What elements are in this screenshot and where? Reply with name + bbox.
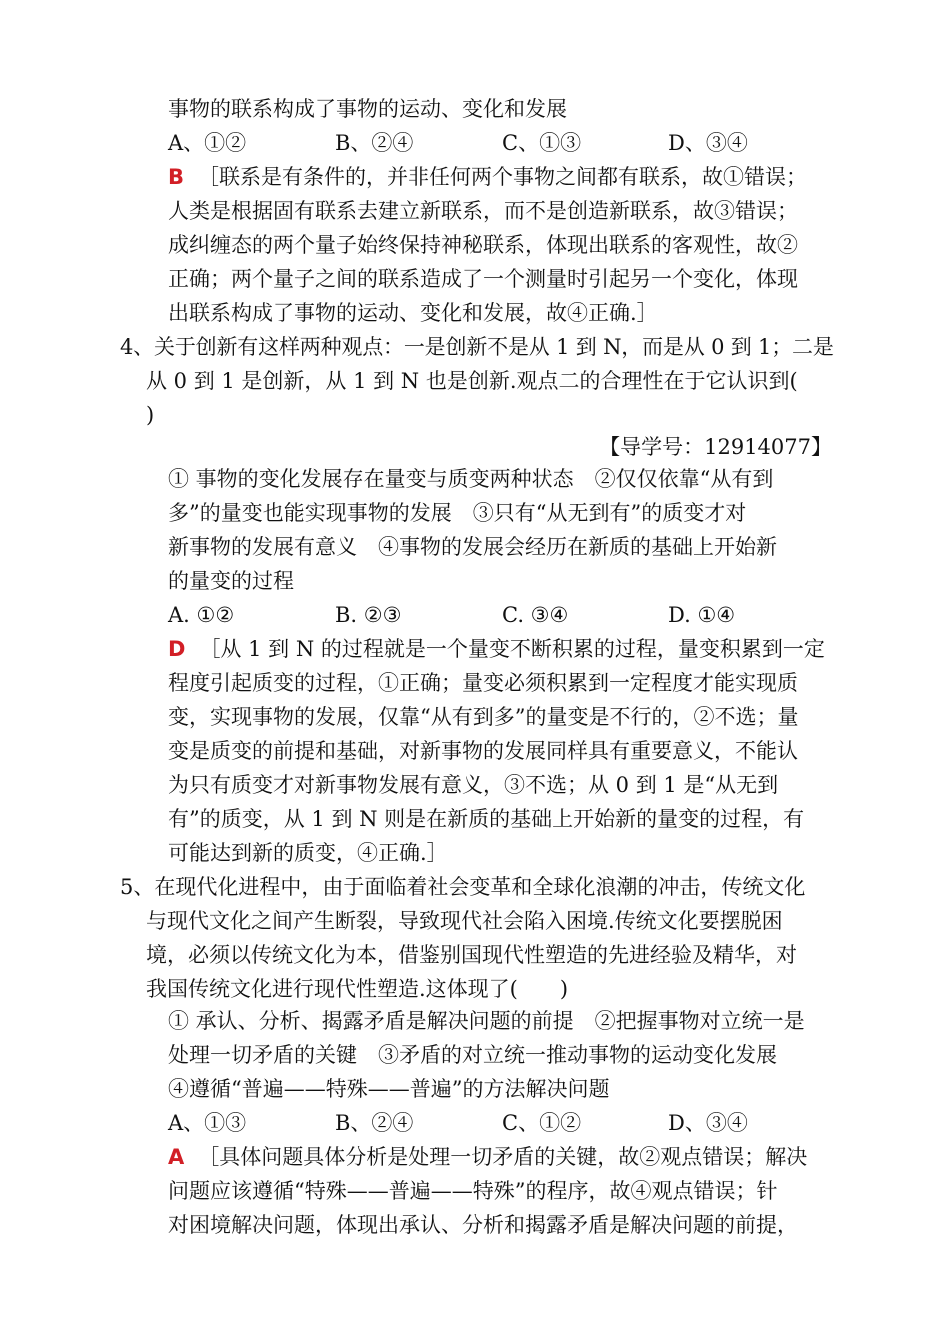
q4-explanation-line: 有”的质变，从 1 到 N 则是在新质的基础上开始新的量变的过程，有 [168, 807, 805, 831]
q4-stem-line: ) [146, 403, 155, 427]
q4-explanation-line: 变，实现事物的发展，仅靠“从有到多”的量变是不行的，②不选；量 [168, 705, 799, 729]
q4-option-a: A. ①② [168, 603, 235, 627]
q3-explanation-line: B ［联系是有条件的，并非任何两个事物之间都有联系，故①错误； [168, 165, 808, 189]
q5-item-line: ① 承认、分析、揭露矛盾是解决问题的前提 ②把握事物对立统一是 [168, 1009, 805, 1033]
q5-answer-letter: A [168, 1145, 185, 1169]
q3-explanation-line: 成纠缠态的两个量子始终保持神秘联系，体现出联系的客观性，故② [168, 233, 798, 257]
guide-number: 【导学号：12914077】 [599, 435, 832, 459]
q4-explanation-line: D ［从 1 到 N 的过程就是一个量变不断积累的过程，量变积累到一定 [168, 637, 825, 661]
q5-explanation-line: A ［具体问题具体分析是处理一切矛盾的关键，故②观点错误；解决 [168, 1145, 808, 1169]
q4-item-line: 多”的量变也能实现事物的发展 ③只有“从无到有”的质变才对 [168, 501, 747, 525]
q5-explanation-line: 对困境解决问题，体现出承认、分析和揭露矛盾是解决问题的前提， [168, 1213, 798, 1237]
q4-explanation-line: 为只有质变才对新事物发展有意义，③不选；从 0 到 1 是“从无到 [168, 773, 779, 797]
q4-stem-line: 从 0 到 1 是创新，从 1 到 N 也是创新.观点二的合理性在于它认识到( [146, 369, 798, 393]
q4-explanation-line: 可能达到新的质变，④正确.］ [168, 841, 448, 865]
q3-option-b: B、②④ [335, 131, 414, 155]
q4-number: 4、 [120, 335, 155, 359]
q5-item-line: 处理一切矛盾的关键 ③矛盾的对立统一推动事物的运动变化发展 [168, 1043, 777, 1067]
q4-item-line: 新事物的发展有意义 ④事物的发展会经历在新质的基础上开始新 [168, 535, 777, 559]
q3-explanation-line: 正确；两个量子之间的联系造成了一个测量时引起另一个变化，体现 [168, 267, 798, 291]
q3-option-c: C、①③ [502, 131, 582, 155]
q3-stem-tail: 事物的联系构成了事物的运动、变化和发展 [168, 97, 567, 121]
q4-item-line: 的量变的过程 [168, 569, 294, 593]
q3-option-d: D、③④ [668, 131, 748, 155]
q5-stem-line: 与现代文化之间产生断裂，导致现代社会陷入困境.传统文化要摆脱困 [146, 909, 783, 933]
q5-option-c: C、①② [502, 1111, 582, 1135]
q5-stem-line: 境，必须以传统文化为本，借鉴别国现代性塑造的先进经验及精华，对 [146, 943, 797, 967]
q5-explanation-line: 问题应该遵循“特殊——普遍——特殊”的程序，故④观点错误；针 [168, 1179, 778, 1203]
q5-stem-line: 5、在现代化进程中，由于面临着社会变革和全球化浪潮的冲击，传统文化 [120, 875, 806, 899]
q3-answer-letter: B [168, 165, 185, 189]
q4-option-c: C. ③④ [502, 603, 569, 627]
q4-answer-letter: D [168, 637, 186, 661]
q4-option-b: B. ②③ [335, 603, 402, 627]
q4-explanation-line: 变是质变的前提和基础，对新事物的发展同样具有重要意义，不能认 [168, 739, 798, 763]
q4-item-line: ① 事物的变化发展存在量变与质变两种状态 ②仅仅依靠“从有到 [168, 467, 774, 491]
q5-option-b: B、②④ [335, 1111, 414, 1135]
q4-stem-line: 4、关于创新有这样两种观点：一是创新不是从 1 到 N，而是从 0 到 1；二是 [120, 335, 834, 359]
q5-stem-line: 我国传统文化进行现代性塑造.这体现了( ) [146, 977, 569, 1001]
q4-explanation-line: 程度引起质变的过程，①正确；量变必须积累到一定程度才能实现质 [168, 671, 798, 695]
q5-option-a: A、①③ [168, 1111, 247, 1135]
q4-option-d: D. ①④ [668, 603, 736, 627]
q3-option-a: A、①② [168, 131, 247, 155]
q3-explanation-line: 出联系构成了事物的运动、变化和发展，故④正确.］ [168, 301, 658, 325]
q3-explanation-line: 人类是根据固有联系去建立新联系，而不是创造新联系，故③错误； [168, 199, 798, 223]
q5-option-d: D、③④ [668, 1111, 748, 1135]
q5-number: 5、 [120, 875, 155, 899]
q5-item-line: ④遵循“普遍——特殊——普遍”的方法解决问题 [168, 1077, 610, 1101]
